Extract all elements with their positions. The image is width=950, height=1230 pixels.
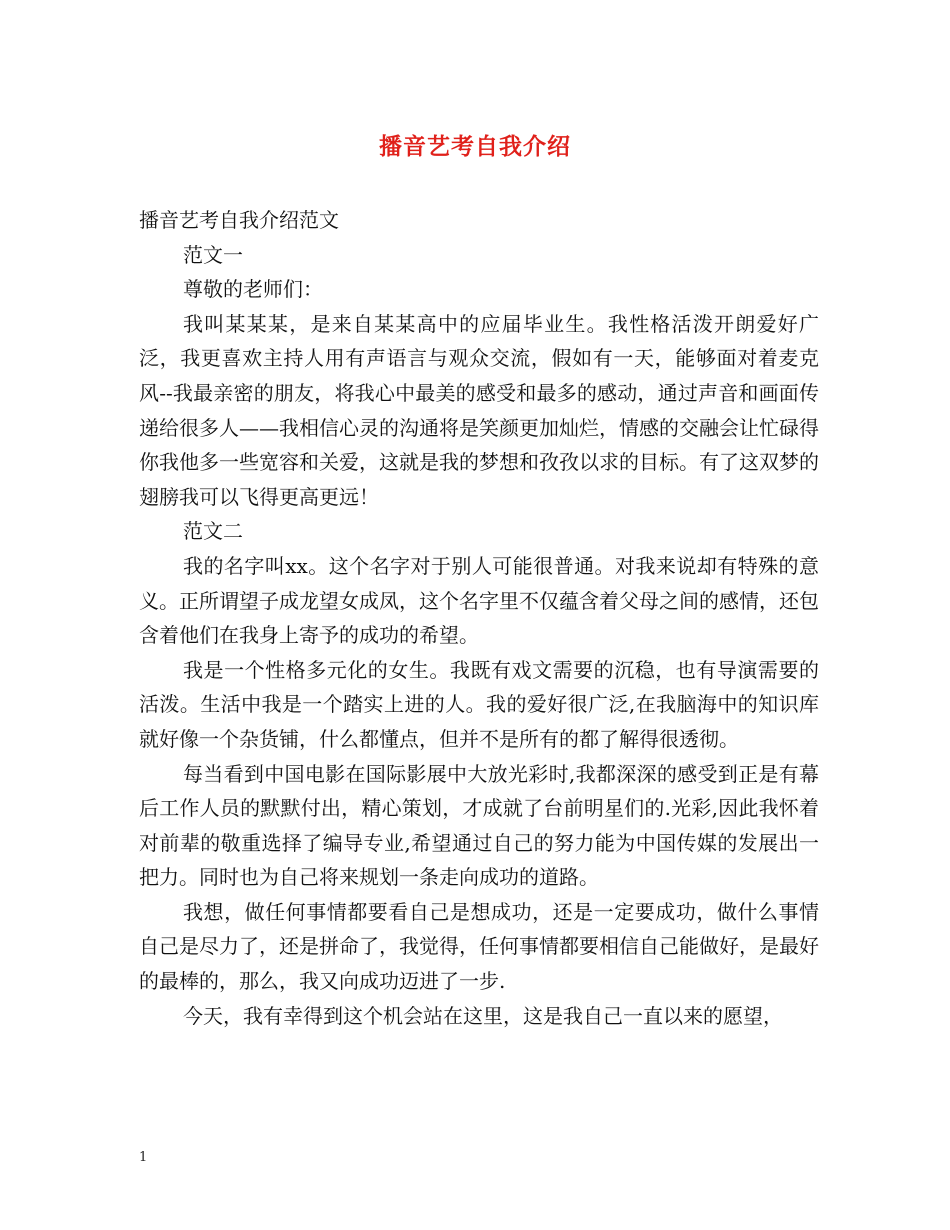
page-number: 1 — [139, 1150, 148, 1165]
paragraph: 我叫某某某，是来自某某高中的应届毕业生。我性格活泼开朗爱好广泛，我更喜欢主持人用有声语言与观众交流，假如有一天，能够面对着麦克风--我最亲密的朋友，将我心中最美的感受和最多的感动，通过声音和画面传递给很多人——我相信心灵的沟通将是笑颜更加灿烂，情感的交融会让忙碌得你我他多一些宽容和关爱，这就是我的梦想和孜孜以求的目标。有了这双梦的翅膀我可以飞得更高更远！ — [139, 311, 819, 509]
document-title: 播音艺考自我介绍 — [379, 133, 571, 160]
paragraph: 每当看到中国电影在国际影展中大放光彩时,我都深深的感受到正是有幕后工作人员的默默付出，精心策划，才成就了台前明星们的.光彩,因此我怀着对前辈的敬重选择了编导专业,希望通过自己的努力能为中国传媒的发展出一把力。同时也为自己将来规划一条走向成功的道路。 — [139, 761, 819, 890]
salutation: 尊敬的老师们： — [183, 277, 323, 302]
section-heading-2: 范文二 — [183, 519, 243, 544]
paragraph: 我想，做任何事情都要看自己是想成功，还是一定要成功，做什么事情自己是尽力了，还是拼命了，我觉得，任何事情都要相信自己能做好，是最好的最棒的，那么，我又向成功迈进了一步. — [139, 899, 819, 994]
paragraph: 我是一个性格多元化的女生。我既有戏文需要的沉稳，也有导演需要的活泼。生活中我是一个踏实上进的人。我的爱好很广泛,在我脑海中的知识库就好像一个杂货铺，什么都懂点，但并不是所有的都了解得很透彻。 — [139, 657, 819, 751]
document-body — [139, 203, 819, 1033]
paragraph: 我的名字叫xx。这个名字对于别人可能很普通。对我来说却有特殊的意义。正所谓望子成龙望女成凤，这个名字里不仅蕴含着父母之间的感情，还包含着他们在我身上寄予的成功的希望。 — [139, 553, 819, 648]
subtitle: 播音艺考自我介绍范文 — [139, 208, 339, 232]
section-heading-1: 范文一 — [183, 242, 243, 267]
paragraph: 今天，我有幸得到这个机会站在这里，这是我自己一直以来的愿望， — [183, 1003, 783, 1028]
